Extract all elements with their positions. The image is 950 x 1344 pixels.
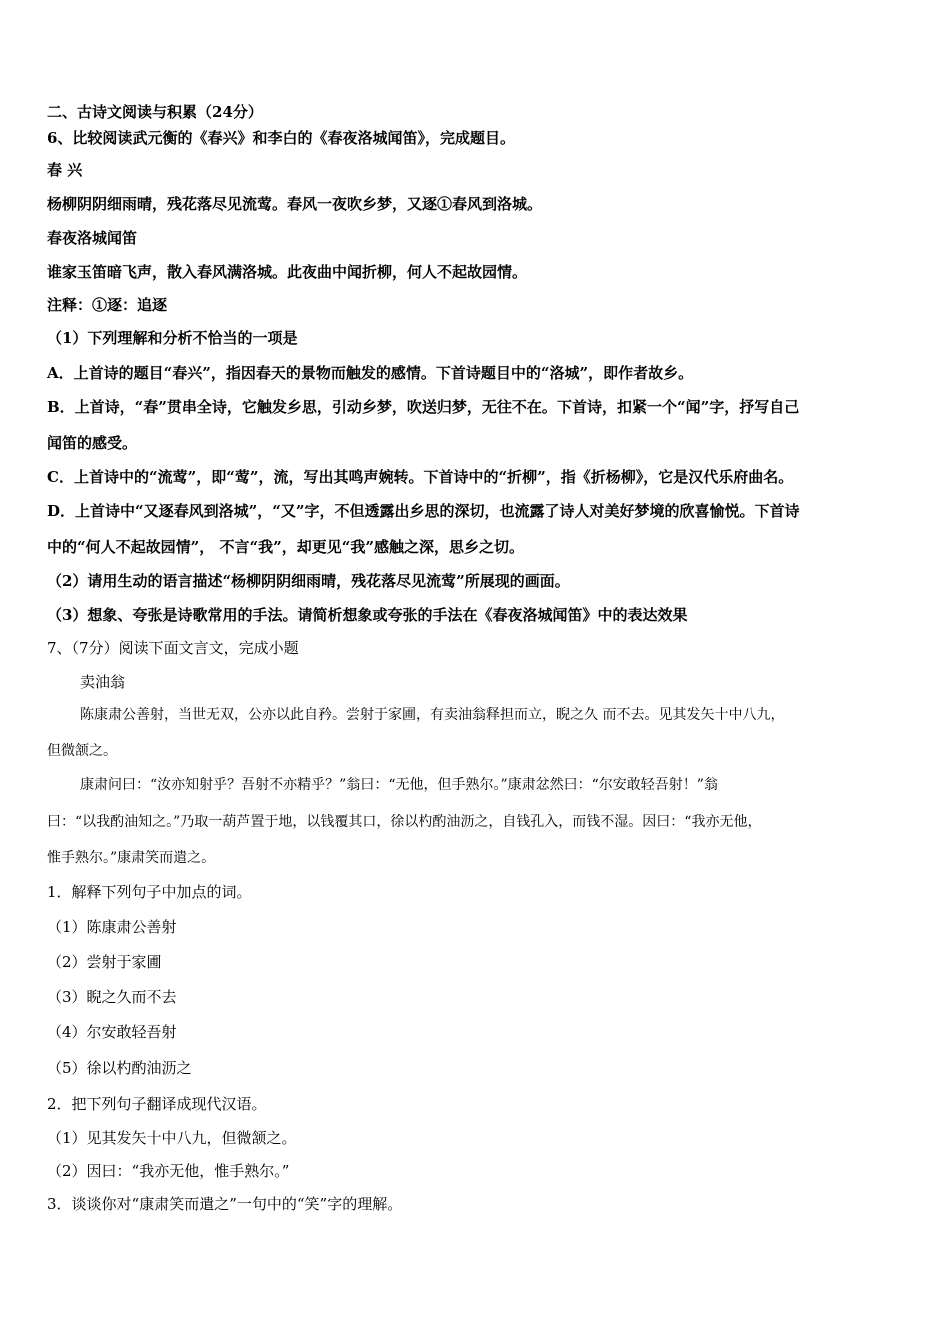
question-6-intro: 6、比较阅读武元衡的《春兴》和李白的《春夜洛城闻笛》，完成题目。 (47, 129, 515, 147)
task-1: 1．解释下列句子中加点的词。 (47, 883, 252, 901)
q6-sub1: （1）下列理解和分析不恰当的一项是 (47, 329, 298, 347)
option-c: C．上首诗中的“流莺”，即“莺”，流，写出其鸣声婉转。下首诗中的“折柳”，指《折杨柳》，它是汉代乐府曲名。 (47, 468, 794, 486)
option-b-line-2: 闻笛的感受。 (47, 434, 138, 452)
task-2-item: （2）因曰：“我亦无他，惟手熟尔。” (47, 1162, 290, 1180)
task-2-item: （1）见其发矢十中八九，但微颔之。 (47, 1129, 297, 1147)
q6-sub3: （3）想象、夸张是诗歌常用的手法。请简析想象或夸张的手法在《春夜洛城闻笛》中的表达效果 (47, 606, 688, 624)
poem-2-text: 谁家玉笛暗飞声，散入春风满洛城。此夜曲中闻折柳，何人不起故园情。 (47, 263, 528, 281)
question-7-intro: 7、（7分）阅读下面文言文，完成小题 (47, 639, 299, 657)
poem-1-title: 春 兴 (47, 161, 83, 179)
poem-2-title: 春夜洛城闻笛 (47, 229, 138, 247)
passage-p2-line-2: 曰：“以我酌油知之。”乃取一葫芦置于地，以钱覆其口，徐以杓酌油沥之，自钱孔入，而钱不湿。因曰：“我亦无他， (47, 814, 762, 830)
passage-p1-line-2: 但微颔之。 (47, 743, 117, 759)
task-2: 2．把下列句子翻译成现代汉语。 (47, 1095, 267, 1113)
poem-1-text: 杨柳阴阴细雨晴，残花落尽见流莺。春风一夜吹乡梦，又逐①春风到洛城。 (47, 195, 543, 213)
option-b-line-1: B．上首诗，“春”贯串全诗，它触发乡思，引动乡梦，吹送归梦，无往不在。下首诗，扣紧一个“闻”字，抒写自己 (47, 398, 800, 416)
task-1-item: （3）睨之久而不去 (47, 988, 177, 1006)
passage-p2-line-3: 惟手熟尔。”康肃笑而遣之。 (47, 850, 216, 866)
section-heading: 二、古诗文阅读与积累（24分） (47, 103, 263, 121)
task-3: 3．谈谈你对“康肃笑而遣之”一句中的“笑”字的理解。 (47, 1195, 403, 1213)
task-1-item: （4）尔安敢轻吾射 (47, 1023, 177, 1041)
option-d-line-1: D．上首诗中“又逐春风到洛城”，“又”字，不但透露出乡思的深切，也流露了诗人对美好梦境的欣喜愉悦。下首诗 (47, 502, 800, 520)
passage-title: 卖油翁 (80, 673, 126, 691)
task-1-item: （5）徐以杓酌油沥之 (47, 1059, 192, 1077)
q6-sub2: （2）请用生动的语言描述“杨柳阴阴细雨晴，残花落尽见流莺”所展现的画面。 (47, 572, 570, 590)
task-1-item: （1）陈康肃公善射 (47, 918, 177, 936)
passage-p2-line-1: 康肃问曰：“汝亦知射乎？吾射不亦精乎？”翁曰：“无他，但手熟尔。”康肃忿然曰：“尔安敢轻吾射！”翁 (80, 777, 718, 793)
task-1-item: （2）尝射于家圃 (47, 953, 162, 971)
option-a: A．上首诗的题目“春兴”，指因春天的景物而触发的感情。下首诗题目中的“洛城”，即作者故乡。 (47, 364, 694, 382)
passage-p1-line-1: 陈康肃公善射，当世无双，公亦以此自矜。尝射于家圃，有卖油翁释担而立，睨之久 而不去。见其发矢十中八九， (80, 707, 785, 723)
option-d-line-2: 中的“何人不起故园情”， 不言“我”，却更见“我”感触之深，思乡之切。 (47, 538, 524, 556)
poem-note: 注释：①逐：追逐 (47, 296, 168, 314)
